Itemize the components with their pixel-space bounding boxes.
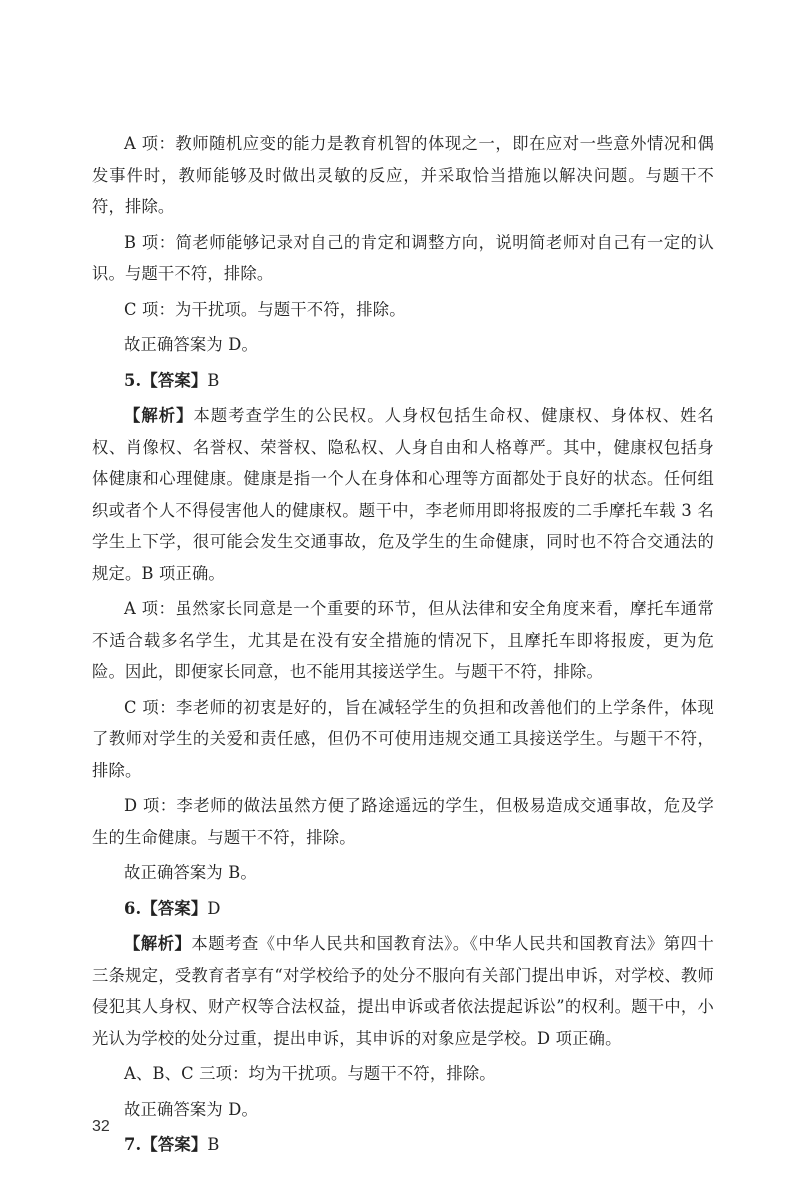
answer-value: D	[207, 898, 221, 918]
answer-label: 6.【答案】	[124, 898, 208, 918]
answer-label: 5.【答案】	[124, 370, 208, 390]
answer-heading-q5	[92, 365, 714, 397]
analysis-paragraph-q6	[92, 928, 714, 1054]
analysis-label: 【解析】	[124, 934, 192, 953]
paragraph-option-c-q4	[92, 294, 714, 326]
paragraph-text: C 项：李老师的初衷是好的，旨在减轻学生的负担和改善他们的上学条件，体现了教师对学生的关爱和责任感，但仍不可使用违规交通工具接送学生。与题干不符，排除。	[92, 697, 714, 780]
paragraph-conclusion-q5	[92, 857, 714, 889]
paragraph-option-d-q5	[92, 790, 714, 853]
paragraph-text: A、B、C 三项：均为干扰项。与题干不符，排除。	[124, 1064, 496, 1083]
paragraph-text: B 项：简老师能够记录对自己的肯定和调整方向，说明简老师对自己有一定的认识。与题干不符，排除。	[92, 232, 714, 283]
paragraph-conclusion-q6	[92, 1094, 714, 1126]
paragraph-text: 故正确答案为 D。	[124, 1099, 258, 1119]
answer-value: B	[207, 1135, 220, 1154]
paragraph-text: 故正确答案为 B。	[124, 863, 257, 882]
paragraph-option-c-q5	[92, 692, 714, 787]
analysis-text: 本题考查《中华人民共和国教育法》。《中华人民共和国教育法》第四十三条规定，受教育者享有“对学校给予的处分不服向有关部门提出申诉，对学校、教师侵犯其人身权、财产权等合法权益，提出申诉或者依法提起诉讼”的权利。题干中，小光认为学校的处分过重，提出申诉，其申诉的对象应是学校。D 项正确。	[92, 934, 714, 1048]
answer-label: 7.【答案】	[124, 1135, 208, 1154]
paragraph-conclusion-q4	[92, 329, 714, 361]
paragraph-text: D 项：李老师的做法虽然方便了路途遥远的学生，但极易造成交通事故，危及学生的生命健康。与题干不符，排除。	[92, 796, 714, 847]
paragraph-text: A 项：教师随机应变的能力是教育机智的体现之一，即在应对一些意外情况和偶发事件时，教师能够及时做出灵敏的反应，并采取恰当措施以解决问题。与题干不符，排除。	[92, 134, 714, 216]
paragraph-option-a-q4	[92, 128, 714, 223]
answer-value: B	[207, 370, 220, 390]
analysis-paragraph-q5	[92, 400, 714, 589]
answer-heading-q6	[92, 893, 714, 925]
paragraph-text: C 项：为干扰项。与题干不符，排除。	[124, 299, 406, 319]
paragraph-options-abc-q6	[92, 1058, 714, 1090]
analysis-text: 本题考查学生的公民权。人身权包括生命权、健康权、身体权、姓名权、肖像权、名誉权、荣誉权、隐私权、人身自由和人格尊严。其中，健康权包括身体健康和心理健康。健康是指一个人在身体和心理等方面都处于良好的状态。任何组织或者个人不得侵害他人的健康权。题干中，李老师用即将报废的二手摩托车载 3 名学生上下学，很可能会发生交通事故，危及学生的生命健康，同时也不符合交通法的规定。B 项正确。	[92, 406, 714, 583]
paragraph-text: A 项：虽然家长同意是一个重要的环节，但从法律和安全角度来看，摩托车通常不适合载多名学生，尤其是在没有安全措施的情况下，且摩托车即将报废，更为危险。因此，即便家长同意，也不能用其接送学生。与题干不符，排除。	[92, 599, 714, 681]
analysis-label: 【解析】	[124, 406, 194, 425]
paragraph-option-a-q5	[92, 593, 714, 688]
paragraph-option-b-q4	[92, 227, 714, 290]
page-number: 32	[92, 1118, 110, 1135]
paragraph-text: 故正确答案为 D。	[124, 335, 258, 354]
answer-heading-q7	[92, 1129, 714, 1161]
document-page	[92, 128, 714, 1165]
